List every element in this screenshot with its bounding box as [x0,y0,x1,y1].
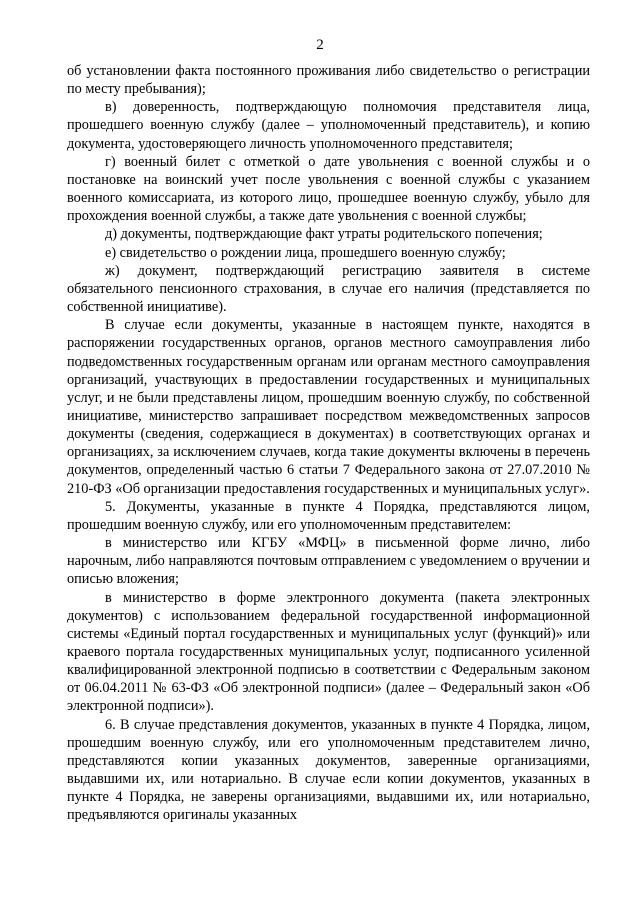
paragraph-item-v: в) доверенность, подтверждающую полномочия представителя лица, прошедшего военную службу (далее – уполномоченный представитель), и копию документа, удостоверяющего личность уполномоченного представителя; [67,99,590,152]
paragraph-section-5: 5. Документы, указанные в пункте 4 Порядка, представляются лицом, прошедшим военную службу, или его уполномоченным представителем: [67,498,590,533]
paragraph-submission-electronic: в министерство в форме электронного документа (пакета электронных документов) с использованием федеральной государственной информационной системы «Единый портал государственных и муниципальных услуг (функций)» или краевого портала государственных муниципальных услуг, подписанного усиленной квалифицированной электронной подписью в соответствии с Федеральным законом от 06.04.2011 № 63-ФЗ «Об электронной подписи» (далее – Федеральный закон «Об электронной подписи»). [67,589,590,715]
paragraph-item-d: д) документы, подтверждающие факт утраты родительского попечения; [105,226,543,243]
page-number: 2 [316,37,324,53]
paragraph-item-e: е) свидетельство о рождении лица, прошедшего военную службу; [105,244,506,261]
body-text [67,62,590,825]
paragraph-residence-continuation: об установлении факта постоянного проживания либо свидетельство о регистрации по месту пребывания); [67,63,590,98]
paragraph-interagency-requests: В случае если документы, указанные в настоящем пункте, находятся в распоряжении государственных органов, органов местного самоуправления либо подведомственных государственным органам или органам местного самоуправления организаций, участвующих в предоставлении государственных и муниципальных услуг, и не были представлены лицом, прошедшим военную службу, по собственной инициативе, министерство запрашивает посредством межведомственных запросов документы (сведения, содержащиеся в документах) в соответствующих органах и организациях, за исключением случаев, когда такие документы включены в перечень документов, определенный частью 6 статьи 7 Федерального закона от 27.07.2010 № 210-ФЗ «Об организации предоставления государственных и муниципальных услуг». [67,317,590,497]
paragraph-item-zh: ж) документ, подтверждающий регистрацию заявителя в системе обязательного пенсионного страхования, в случае его наличия (представляется по собственной инициативе). [67,262,590,316]
paragraph-item-g: г) военный билет с отметкой о дате увольнения с военной службы и о постановке на воинский учет после увольнения с военной службы с указанием военного комиссариата, из которого лицо, прошедшее военную службу, убыло для прохождения военной службы, а также дате увольнения с военной службы; [67,153,590,225]
paragraph-submission-paper: в министерство или КГБУ «МФЦ» в письменной форме лично, либо нарочным, либо направляются почтовым отправлением с уведомлением о вручении и описью вложения; [67,535,590,588]
paragraph-section-6: 6. В случае представления документов, указанных в пункте 4 Порядка, лицом, прошедшим военную службу, или его уполномоченным представителем лично, представляются копии указанных документов, заверенные организациями, выдавшими их, или нотариально. В случае если копии документов, указанных в пункте 4 Порядка, не заверены организациями, выдавшими их, или нотариально, предъявляются оригиналы указанных [67,716,590,824]
